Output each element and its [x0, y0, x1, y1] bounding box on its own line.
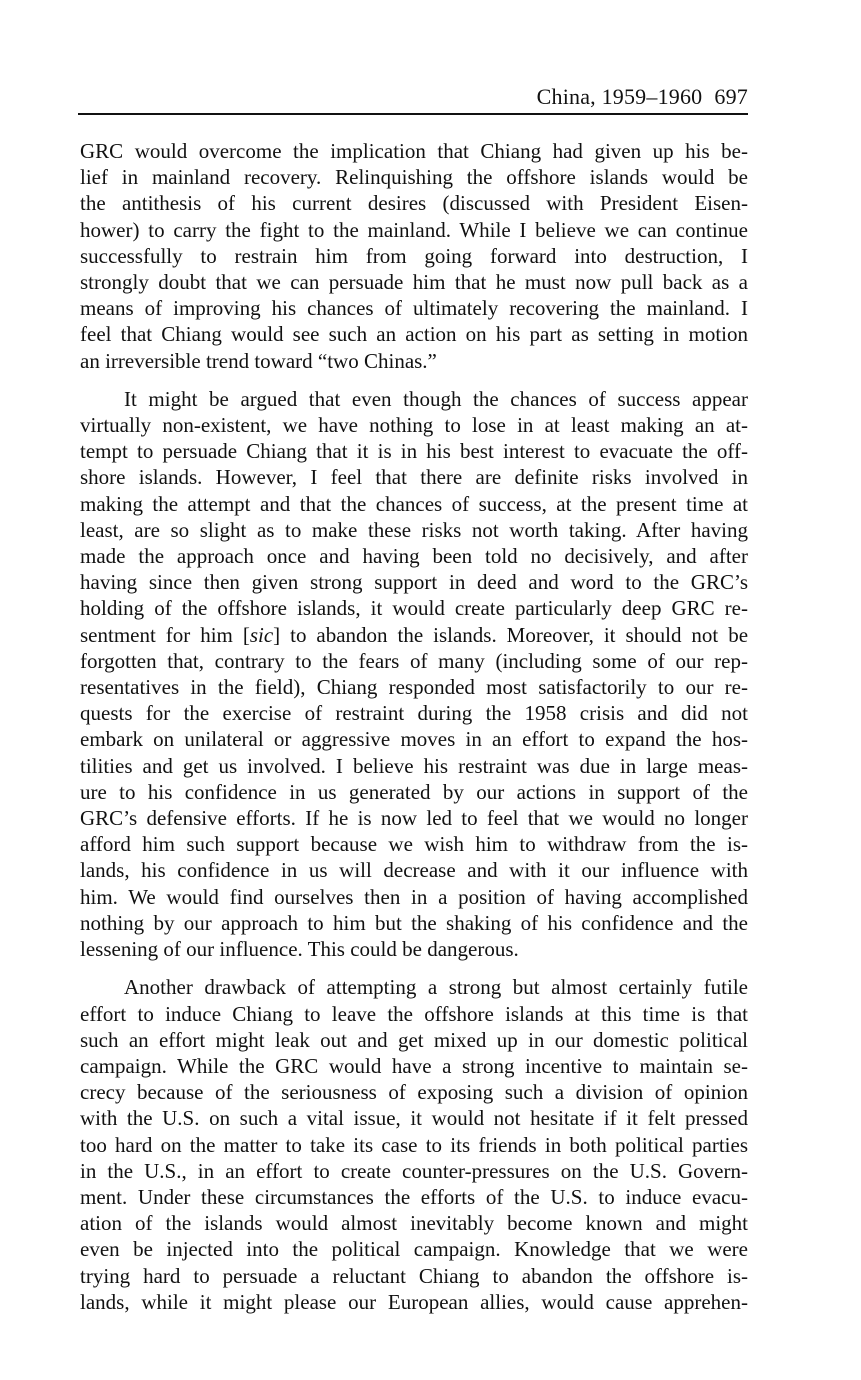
text-line: shore islands. However, I feel that there are definite risks involved in — [80, 465, 748, 490]
text-line: too hard on the matter to take its case to its friends in both political parties — [80, 1132, 748, 1157]
text-line: ure to his confidence in us generated by our actions in support of the — [80, 779, 748, 804]
text-line: tempt to persuade Chiang that it is in his best interest to evacuate the off- — [80, 439, 748, 464]
text-line: an irreversible trend toward “two Chinas.” — [80, 348, 437, 373]
running-head — [78, 84, 748, 110]
text-line: GRC would overcome the implication that Chiang had given up his be- — [80, 139, 748, 163]
text-line: Another drawback of attempting a strong but almost certainly futile — [124, 975, 748, 1000]
text-line: It might be argued that even though the chances of success appear — [124, 386, 748, 411]
text-line: the antithesis of his current desires (discussed with President Eisen- — [80, 191, 748, 216]
text-line: lief in mainland recovery. Relinquishing the offshore islands would be — [80, 165, 748, 190]
page-number: 697 — [714, 84, 748, 109]
text-line: crecy because of the seriousness of exposing such a division of opinion — [80, 1080, 748, 1105]
text-line: trying hard to persuade a reluctant Chiang to abandon the offshore is- — [80, 1263, 748, 1288]
text-line: holding of the offshore islands, it would create particularly deep GRC re- — [80, 596, 748, 621]
text-line: hower) to carry the fight to the mainland. While I believe we can continue — [80, 217, 748, 242]
text-line: tilities and get us involved. I believe his restraint was due in large meas- — [80, 753, 748, 778]
text-line: campaign. While the GRC would have a strong incentive to maintain se- — [80, 1053, 748, 1078]
paragraph-1 — [80, 138, 748, 374]
text-line: strongly doubt that we can persuade him that he must now pull back as a — [80, 270, 748, 295]
header-rule — [78, 113, 748, 115]
text-line: afford him such support because we wish him to withdraw from the is- — [80, 832, 748, 857]
text-line: lands, while it might please our European allies, would cause apprehen- — [80, 1289, 748, 1314]
text-line: him. We would find ourselves then in a position of having accomplished — [80, 884, 748, 909]
text-line: with the U.S. on such a vital issue, it would not hesitate if it felt pressed — [80, 1106, 748, 1131]
text-line: quests for the exercise of restraint during the 1958 crisis and did not — [80, 701, 748, 726]
running-head-title: China, 1959–1960 — [536, 84, 703, 109]
text-line: resentatives in the field), Chiang responded most satisfactorily to our re- — [80, 675, 748, 700]
text-line: even be injected into the political campaign. Knowledge that we were — [80, 1237, 748, 1262]
sic-italic: sic — [249, 622, 274, 647]
text-line: feel that Chiang would see such an action on his part as setting in motion — [80, 322, 748, 347]
text-line: lands, his confidence in us will decrease and with it our influence with — [80, 858, 748, 883]
body-text — [80, 138, 748, 1327]
paragraph-2 — [80, 386, 748, 962]
text-line: effort to induce Chiang to leave the offshore islands at this time is that — [80, 1001, 748, 1026]
paragraph-3 — [80, 974, 748, 1315]
text-line: such an effort might leak out and get mixed up in our domestic political — [80, 1027, 748, 1052]
sic-after: ] to abandon the islands. Moreover, it should not be — [273, 622, 749, 647]
text-line: ment. Under these circumstances the efforts of the U.S. to induce evacu- — [80, 1184, 748, 1209]
text-line: ation of the islands would almost inevitably become known and might — [80, 1211, 748, 1236]
text-line: means of improving his chances of ultimately recovering the mainland. I — [80, 296, 748, 321]
text-line: nothing by our approach to him but the shaking of his confidence and the — [80, 910, 748, 935]
text-line: least, are so slight as to make these risks not worth taking. After having — [80, 517, 748, 542]
text-line: forgotten that, contrary to the fears of many (including some of our rep- — [80, 648, 748, 673]
text-line: virtually non-existent, we have nothing to lose in at least making an at- — [80, 413, 748, 438]
text-line: lessening of our influence. This could be dangerous. — [80, 937, 519, 962]
text-line: embark on unilateral or aggressive moves in an effort to expand the hos- — [80, 727, 748, 752]
text-line: having since then given strong support in deed and word to the GRC’s — [80, 570, 748, 595]
text-line-with-sic — [80, 622, 748, 648]
text-line: made the approach once and having been told no decisively, and after — [80, 544, 748, 569]
text-line: making the attempt and that the chances of success, at the present time at — [80, 491, 748, 516]
text-line: successfully to restrain him from going forward into destruction, I — [80, 243, 748, 268]
text-line: GRC’s defensive efforts. If he is now led to feel that we would no longer — [80, 806, 748, 831]
sic-before: sentment for him [ — [80, 622, 250, 647]
text-line: in the U.S., in an effort to create counter-pressures on the U.S. Govern- — [80, 1158, 748, 1183]
